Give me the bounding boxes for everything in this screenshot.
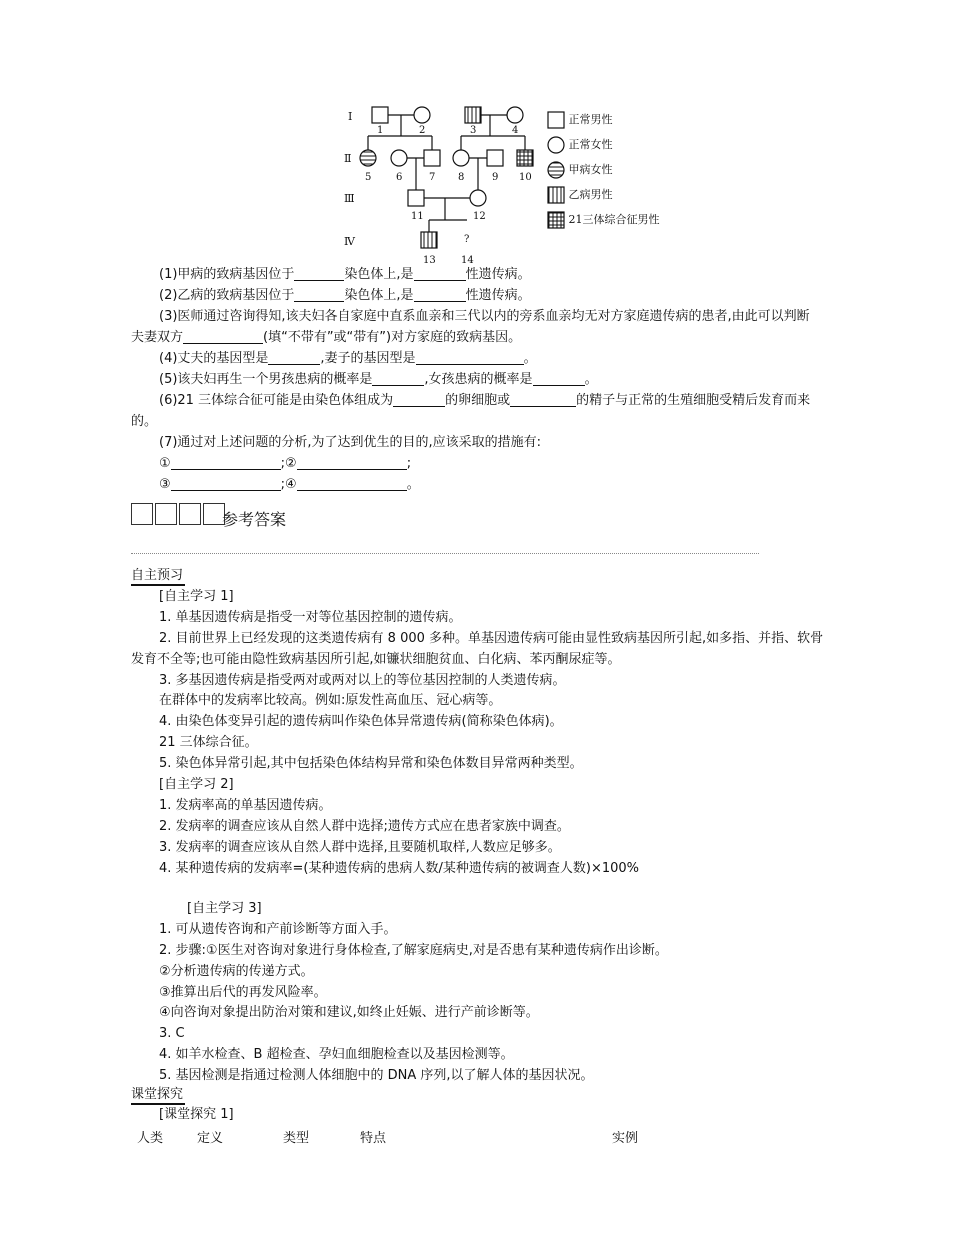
section-title-class-inquiry: 课堂探究 [131,1086,185,1105]
individual-3 [465,107,481,123]
subsection-title: [自主学习 1] [159,589,234,604]
gen-label-1: Ⅰ [348,110,353,123]
gen-label-4: Ⅳ [344,235,355,248]
text-line: 5. 基因检测是指通过检测人体细胞中的 DNA 序列,以了解人体的基因状况。 [159,1068,594,1083]
legend-label: 甲病女性 [568,163,613,176]
legend-label: 正常女性 [568,138,613,151]
individual-11 [408,190,424,206]
individual-12 [470,190,486,206]
question-3-line-2 [131,329,521,347]
question-7-row-2 [159,476,420,494]
text-line: ②分析遗传病的传递方式。 [159,964,314,979]
legend-label: 21三体综合征男性 [568,213,660,226]
gen-label-2: Ⅱ [344,152,352,165]
text-line: 2. 发病率的调查应该从自然人群中选择;遗传方式应在患者家族中调查。 [159,819,570,834]
individual-9 [487,150,503,166]
text-line: 3. 发病率的调查应该从自然人群中选择,且要随机取样,人数应足够多。 [159,840,561,855]
individual-8 [453,150,469,166]
table-header-features: 特点 [360,1131,387,1146]
id-14: 14 [461,255,474,266]
q4-text: 。 [523,351,537,366]
question-6-line-1 [159,392,810,410]
q7-text: ③ [159,477,171,492]
id-11: 11 [411,211,424,222]
blank[interactable] [297,455,407,470]
q5-text: (5)该夫妇再生一个男孩患病的概率是 [159,372,373,387]
q6-text: (6)21 三体综合征可能是由染色体组成为 [159,393,394,408]
q3-text: (填“不带有”或“带有”)对方家庭的致病基因。 [263,330,522,345]
text-line: ④向咨询对象提出防治对策和建议,如终止妊娠、进行产前诊断等。 [159,1005,539,1020]
text-line: 发育不全等;也可能由隐性致病基因所引起,如镰状细胞贫血、白化病、苯丙酮尿症等。 [131,652,621,667]
id-9: 9 [492,172,499,183]
individual-7 [424,150,440,166]
subsection-title: [自主学习 2] [159,777,234,792]
q6-text: 的精子与正常的生殖细胞受精后发育而来 [576,393,811,408]
pedigree-chart [330,98,540,268]
individual-5 [360,150,376,166]
question-5 [159,371,598,389]
legend-label: 乙病男性 [568,188,613,201]
q7-text: 。 [406,477,420,492]
normal-female-icon [547,136,565,154]
q7-text: ;④ [280,477,297,492]
id-12: 12 [473,211,486,222]
id-7: 7 [429,172,436,183]
q1-text: (1)甲病的致病基因位于 [159,267,295,282]
score-box [179,503,201,525]
id-1: 1 [377,125,384,136]
q1-text: 性遗传病。 [465,267,531,282]
blank[interactable] [393,392,445,407]
answer-title: 参考答案 [222,510,287,529]
q5-text: 。 [584,372,598,387]
q1-text: 染色体上,是 [344,267,414,282]
trisomy21-male-icon [547,211,565,229]
text-line: 1. 可从遗传咨询和产前诊断等方面入手。 [159,922,397,937]
q5-text: ,女孩患病的概率是 [424,372,533,387]
blank[interactable] [294,266,344,281]
legend-disease-a-female [547,161,613,179]
id-2: 2 [419,125,426,136]
text-line: 2. 目前世界上已经发现的这类遗传病有 8 000 多种。单基因遗传病可能由显性致病基因所引起,如多指、并指、软骨 [159,631,824,646]
section-title-preview: 自主预习 [131,567,185,586]
id-3: 3 [470,125,477,136]
text-line: 4. 由染色体变异引起的遗传病叫作染色体异常遗传病(简称染色体病)。 [159,714,563,729]
blank[interactable] [510,392,576,407]
text-line: 1. 发病率高的单基因遗传病。 [159,798,332,813]
text-line: 4. 如羊水检查、B 超检查、孕妇血细胞检查以及基因检测等。 [159,1047,514,1062]
blank[interactable] [171,476,281,491]
text-line: 21 三体综合征。 [159,735,258,750]
text-line: 2. 步骤:①医生对咨询对象进行身体检查,了解家庭病史,对是否患有某种遗传病作出诊断。 [159,943,668,958]
individual-2 [414,107,430,123]
table-header-examples: 实例 [612,1131,639,1146]
id-13: 13 [423,255,436,266]
blank[interactable] [372,371,424,386]
text-line: ③推算出后代的再发风险率。 [159,985,327,1000]
text-line: 5. 染色体异常引起,其中包括染色体结构异常和染色体数目异常两种类型。 [159,756,583,771]
individual-1 [372,107,388,123]
question-6-line-2: 的。 [131,414,158,429]
q2-text: 染色体上,是 [344,288,414,303]
id-10: 10 [519,172,532,183]
id-8: 8 [458,172,465,183]
legend-disease-b-male [547,186,613,204]
q7-text: ① [159,456,171,471]
q4-text: ,妻子的基因型是 [320,351,416,366]
question-7-row-1 [159,455,411,473]
subsection-title: [自主学习 3] [187,901,262,916]
text-line: 在群体中的发病率比较高。例如:原发性高血压、冠心病等。 [159,693,502,708]
individual-4 [507,107,523,123]
individual-6 [391,150,407,166]
text-line: 3. C [159,1026,185,1041]
table-header-definition: 定义 [197,1131,224,1146]
id-4: 4 [512,125,519,136]
q3-text: 夫妻双方 [131,330,184,345]
question-1 [159,266,531,284]
blank[interactable] [297,476,407,491]
q4-text: (4)丈夫的基因型是 [159,351,269,366]
gen-label-3: Ⅲ [344,192,355,205]
disease-a-female-icon [547,161,565,179]
q2-text: 性遗传病。 [465,288,531,303]
subsection-title: [课堂探究 1] [159,1107,234,1122]
question-2 [159,287,531,305]
blank[interactable] [414,266,466,281]
table-header-category: 人类 [137,1131,164,1146]
blank[interactable] [416,350,524,365]
q7-text: ;② [280,456,297,471]
disease-b-male-icon [547,186,565,204]
question-3-line-1: (3)医师通过咨询得知,该夫妇各自家庭中直系血亲和三代以内的旁系血亲均无对方家庭遗传病的患者,由此可以判断 [159,309,810,324]
legend-trisomy21-male [547,211,660,229]
legend-label: 正常男性 [568,113,613,126]
q7-text: ; [406,456,412,471]
table-header-type: 类型 [283,1131,310,1146]
score-box [155,503,177,525]
blank[interactable] [183,329,263,344]
legend-normal-female [547,136,613,154]
q6-text: 的卵细胞或 [445,393,511,408]
text-line: 4. 某种遗传病的发病率=(某种遗传病的患病人数/某种遗传病的被调查人数)×100% [159,861,640,876]
dotted-divider [131,553,759,554]
text-line: 3. 多基因遗传病是指受两对或两对以上的等位基因控制的人类遗传病。 [159,673,566,688]
blank[interactable] [414,287,466,302]
score-boxes [131,503,227,525]
blank[interactable] [268,350,320,365]
score-box [131,503,153,525]
individual-10 [517,150,533,166]
blank[interactable] [171,455,281,470]
question-4 [159,350,537,368]
normal-male-icon [547,111,565,129]
legend-normal-male [547,111,613,129]
question-7: (7)通过对上述问题的分析,为了达到优生的目的,应该采取的措施有: [159,435,542,450]
individual-13 [421,232,437,248]
unknown-14: ? [464,234,470,245]
text-line: 1. 单基因遗传病是指受一对等位基因控制的遗传病。 [159,610,462,625]
id-5: 5 [365,172,372,183]
id-6: 6 [396,172,403,183]
blank[interactable] [533,371,585,386]
blank[interactable] [294,287,344,302]
q2-text: (2)乙病的致病基因位于 [159,288,295,303]
